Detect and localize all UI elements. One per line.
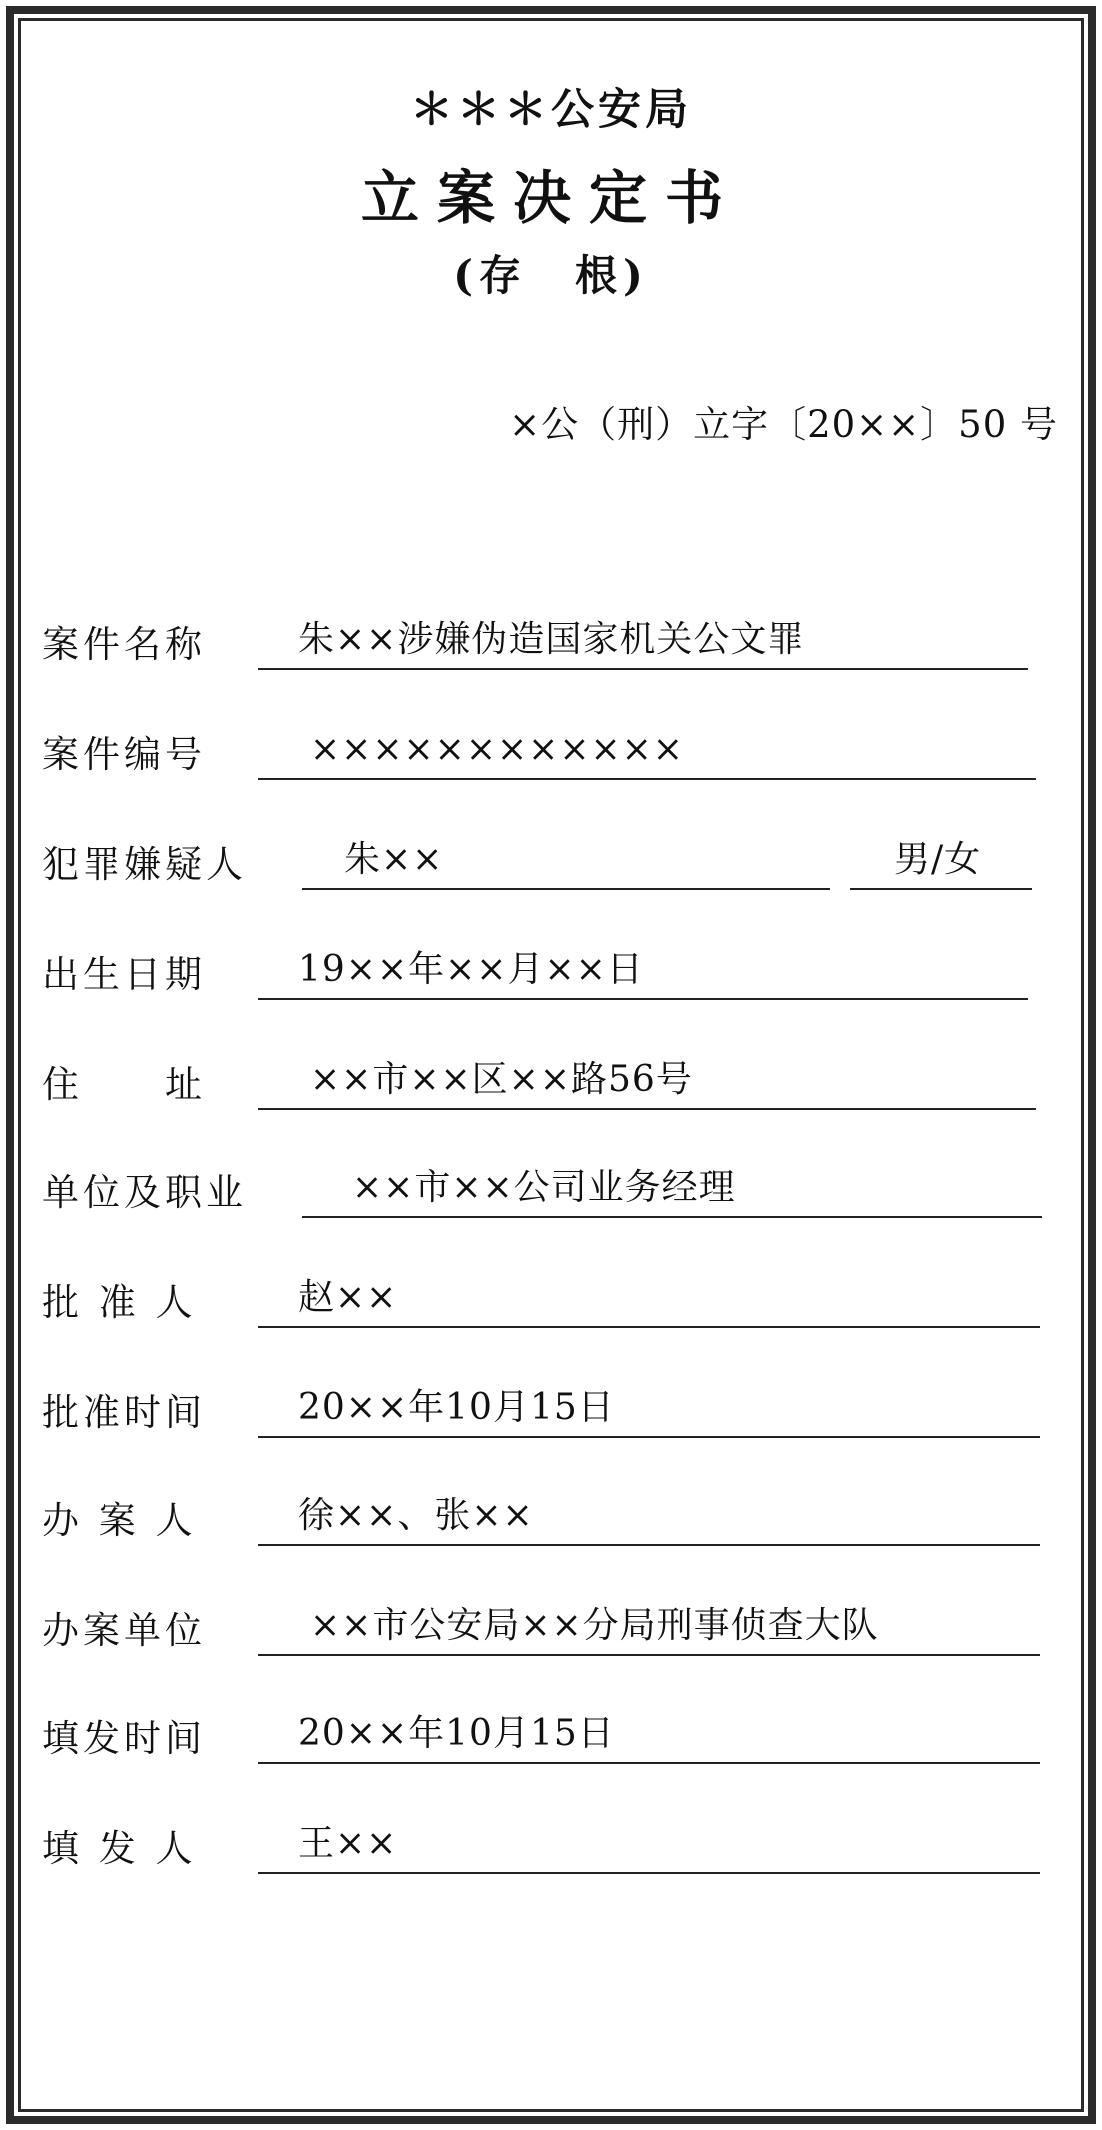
approver-label: 批 准 人 — [42, 1281, 197, 1324]
case-number-label: 案件编号 — [42, 733, 206, 776]
document-title: 立案决定书 — [360, 164, 741, 232]
issuer-label: 填 发 人 — [42, 1827, 197, 1870]
address-label: 住 址 — [42, 1063, 206, 1106]
suspect-name-value: 朱×× — [344, 839, 444, 880]
gender-value: 男/女 — [894, 839, 982, 880]
address-value: ××市××区××路56号 — [310, 1059, 693, 1100]
row-birth-date — [0, 942, 1102, 1012]
approval-time-value: 20××年10月15日 — [298, 1387, 615, 1428]
case-name-value: 朱××涉嫌伪造国家机关公文罪 — [298, 619, 805, 660]
agency-name: ＊＊＊公安局 — [410, 85, 692, 135]
row-issue-time — [0, 1706, 1102, 1776]
approver-value: 赵×× — [298, 1277, 398, 1318]
row-case-handlers — [0, 1488, 1102, 1558]
issue-time-field — [258, 1706, 1040, 1764]
case-handlers-label: 办 案 人 — [42, 1499, 197, 1542]
row-approval-time — [0, 1380, 1102, 1450]
employer-label: 单位及职业 — [42, 1171, 247, 1214]
birth-date-label: 出生日期 — [42, 953, 206, 996]
issuer-field — [258, 1816, 1040, 1874]
issue-time-label: 填发时间 — [42, 1717, 206, 1760]
issuer-value: 王×× — [298, 1823, 398, 1864]
address-field — [258, 1052, 1036, 1110]
row-issuer — [0, 1816, 1102, 1886]
suspect-label: 犯罪嫌疑人 — [42, 843, 247, 886]
handling-unit-field — [258, 1598, 1040, 1656]
document-number: ×公（刑）立字〔20××〕50 号 — [509, 403, 1058, 446]
row-case-number — [0, 722, 1102, 792]
birth-date-value: 19××年××月××日 — [298, 949, 644, 990]
row-address — [0, 1052, 1102, 1122]
birth-date-field — [258, 942, 1028, 1000]
issue-time-value: 20××年10月15日 — [298, 1713, 615, 1754]
handling-unit-label: 办案单位 — [42, 1609, 206, 1652]
employer-field — [302, 1160, 1042, 1218]
case-number-field — [258, 722, 1036, 780]
row-handling-unit — [0, 1598, 1102, 1668]
stub-label: (存 根) — [453, 251, 649, 300]
case-handlers-value: 徐××、张×× — [298, 1495, 534, 1536]
suspect-name-field — [302, 832, 830, 890]
employer-value: ××市××公司业务经理 — [352, 1167, 736, 1208]
case-handlers-field — [258, 1488, 1040, 1546]
row-approver — [0, 1270, 1102, 1340]
handling-unit-value: ××市公安局××分局刑事侦查大队 — [310, 1605, 879, 1646]
case-name-label: 案件名称 — [42, 623, 206, 666]
case-name-field — [258, 612, 1028, 670]
row-suspect — [0, 832, 1102, 902]
approval-time-field — [258, 1380, 1040, 1438]
gender-field — [850, 832, 1032, 890]
approval-time-label: 批准时间 — [42, 1391, 206, 1434]
row-case-name — [0, 612, 1102, 682]
approver-field — [258, 1270, 1040, 1328]
case-number-value: ×××××××××××× — [310, 729, 684, 770]
row-employer — [0, 1160, 1102, 1230]
